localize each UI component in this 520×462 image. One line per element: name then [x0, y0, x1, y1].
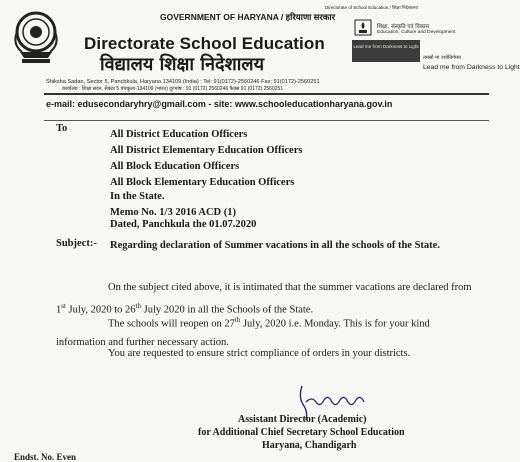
header-divider — [44, 93, 489, 95]
para1-text-a: On the subject cited above, it is intimated that the summer vacations are declared from 1 — [56, 282, 472, 316]
email-divider — [44, 120, 489, 121]
memo-number: Memo No. 1/3 2016 ACD (1) — [110, 207, 236, 218]
para1-sup-st: st — [61, 302, 66, 310]
paragraph-compliance: You are requested to ensure strict compliance of orders in your districts. — [108, 348, 411, 359]
memo-date: Dated, Panchkula the 01.07.2020 — [110, 219, 257, 230]
para1-text-c: July 2020 in all the Schools of the State. — [141, 304, 314, 316]
directorate-title-hindi: विद्यालय शिक्षा निदेशालय — [100, 54, 265, 75]
subject-label: Subject:- — [56, 238, 97, 249]
address-line-english: Shiksha Sadan, Sector 5, Panchkula, Haryana 134109 (India) : Tel: 91(0172)-2560246 Fax: 91(0172)-2560251 — [46, 79, 320, 85]
right-motto-hindi: तमसो मा ज्योतिर्गमय — [423, 55, 461, 61]
para2-text-a: The schools will reopen on 27 — [108, 318, 235, 330]
subject-text: Regarding declaration of Summer vacations in all the schools of the State. — [110, 240, 440, 251]
government-title: GOVERNMENT OF HARYANA / हरियाणा सरकार — [160, 12, 336, 22]
haryana-emblem-icon — [8, 8, 64, 66]
endorsement-line-partial: Endst. No. Even — [14, 452, 77, 462]
addressee-line: All District Education Officers — [110, 129, 248, 140]
para1-sup-th: th — [135, 302, 141, 310]
addressee-line: All Block Education Officers — [110, 161, 240, 172]
address-line-hindi: कार्यालय : शिक्षा सदन, सेक्टर 5 पंचकूला-134109 (भारत) दूरभाष : 91 (0172) 2560246 फैक्स 91 (0172) 2560251 — [62, 86, 284, 92]
right-title-english: Education, Culture and Development — [377, 30, 456, 35]
addressee-line: All District Elementary Education Officers — [110, 145, 303, 156]
lamp-logo-icon — [354, 19, 372, 36]
addressee-line: In the State. — [110, 191, 165, 202]
top-right-caption: Directorate of School Education / शिक्षा निदेशालय — [325, 5, 418, 10]
signatory-for-line: for Additional Chief Secretary School Education — [198, 427, 405, 438]
right-title-hindi: शिक्षा, संस्कृति एवं विकास — [377, 24, 430, 30]
right-motto-english: Lead me from Darkness to Light — [423, 64, 520, 71]
para2-sup-th: th — [234, 316, 241, 324]
email-site-line: e-mail: edusecondaryhry@gmail.com - site: www.schooleducationharyana.gov.in — [46, 99, 393, 109]
para1-text-b: July, 2020 to 26 — [65, 304, 136, 316]
to-label: To — [56, 123, 68, 134]
signatory-place: Haryana, Chandigarh — [262, 440, 357, 451]
para2-text-b: July, 2020 i.e. Monday. This is for your kind information and further necessary action. — [56, 318, 430, 348]
right-motto-box: Lead me from Darkness to Light — [352, 40, 420, 62]
signatory-designation: Assistant Director (Academic) — [238, 414, 367, 425]
directorate-title-english: Directorate School Education — [84, 34, 325, 53]
addressee-line: All Block Elementary Education Officers — [110, 177, 295, 188]
